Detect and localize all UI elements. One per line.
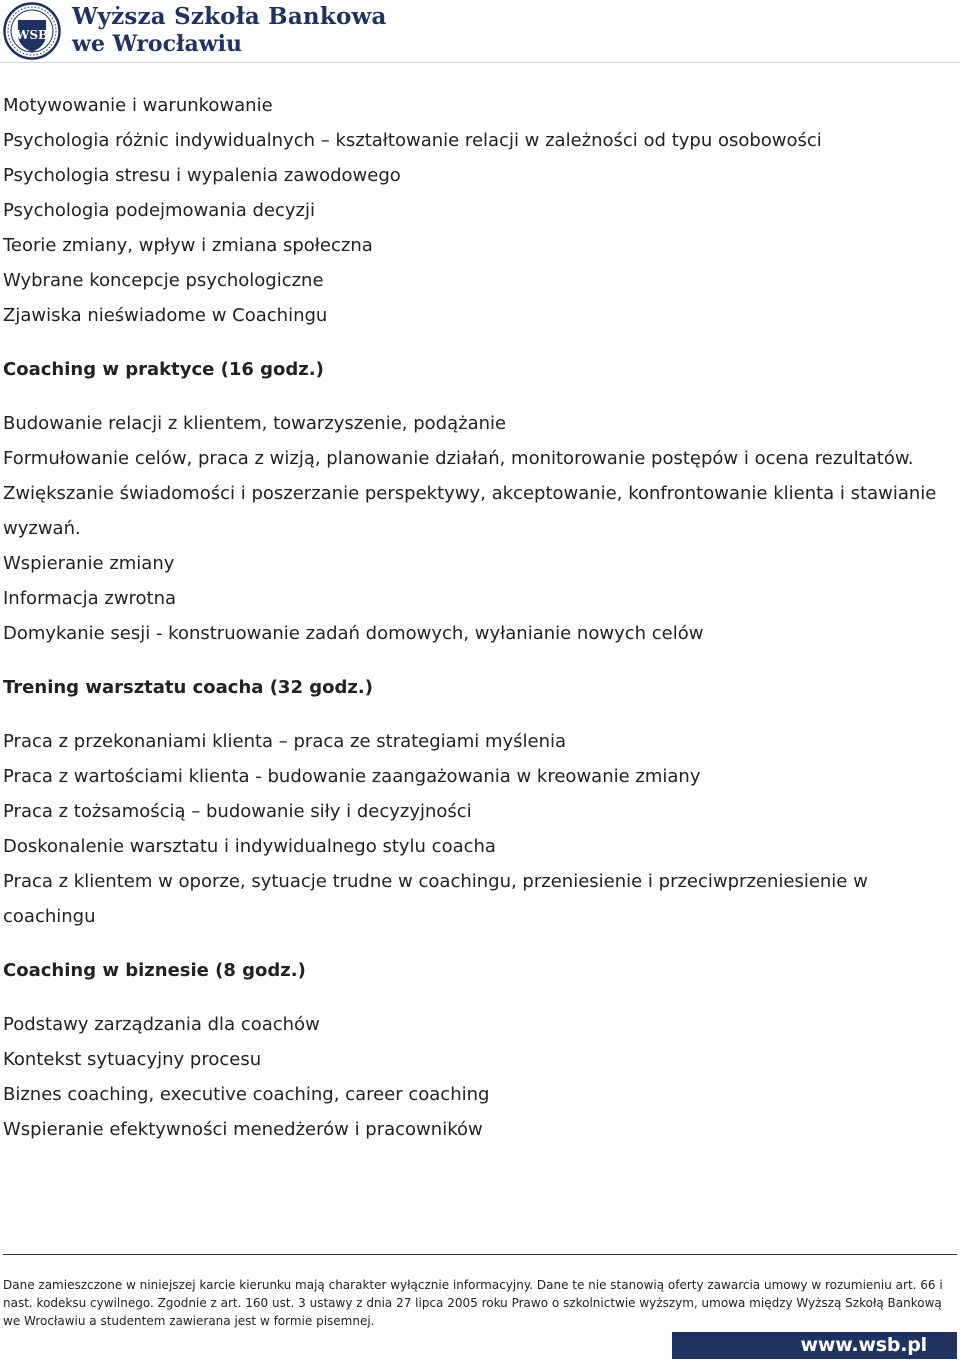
list-item: Praca z tożsamością – budowanie siły i decyzyjności [3, 801, 472, 822]
list-item: Informacja zwrotna [3, 588, 177, 609]
section-heading-coach-workshop: Trening warsztatu coacha (32 godz.) [3, 677, 373, 698]
list-item: Praca z wartościami klienta - budowanie zaangażowania w kreowanie zmiany [3, 766, 701, 787]
seal-lettering: WSB [15, 28, 49, 42]
list-item: Psychologia podejmowania decyzji [3, 200, 315, 221]
university-name-line1: Wyższa Szkoła Bankowa [72, 3, 387, 30]
list-item: Psychologia stresu i wypalenia zawodowego [3, 165, 401, 186]
footer-divider [3, 1254, 957, 1255]
section-coach-workshop-list [3, 724, 943, 934]
list-item: Praca z przekonaniami klienta – praca ze strategiami myślenia [3, 731, 567, 752]
list-item: Zwiększanie świadomości i poszerzanie perspektywy, akceptowanie, konfrontowanie klienta i stawianie wyzwań. [3, 483, 937, 539]
university-name-line2: we Wrocławiu [72, 31, 242, 57]
list-item: Wspieranie efektywności menedżerów i pracowników [3, 1119, 483, 1140]
university-seal-icon [3, 2, 61, 60]
section-heading-business-coaching: Coaching w biznesie (8 godz.) [3, 960, 306, 981]
list-item: Budowanie relacji z klientem, towarzyszenie, podążanie [3, 413, 507, 434]
curriculum-content [3, 88, 943, 1147]
list-item: Podstawy zarządzania dla coachów [3, 1014, 320, 1035]
intro-topic-list [3, 88, 943, 333]
list-item: Praca z klientem w oporze, sytuacje trudne w coachingu, przeniesienie i przeciwprzeniesienie w coachingu [3, 871, 868, 927]
list-item: Doskonalenie warsztatu i indywidualnego stylu coacha [3, 836, 496, 857]
section-coaching-practice-list [3, 406, 943, 651]
list-item: Teorie zmiany, wpływ i zmiana społeczna [3, 235, 373, 256]
university-name [72, 2, 387, 56]
section-business-coaching-list [3, 1007, 943, 1147]
website-banner [672, 1332, 957, 1359]
list-item: Wspieranie zmiany [3, 553, 175, 574]
section-heading-coaching-practice: Coaching w praktyce (16 godz.) [3, 359, 324, 380]
list-item: Formułowanie celów, praca z wizją, planowanie działań, monitorowanie postępów i ocena rezultatów. [3, 448, 914, 469]
header-divider [0, 62, 960, 63]
page-header [0, 0, 960, 62]
list-item: Kontekst sytuacyjny procesu [3, 1049, 262, 1070]
list-item: Domykanie sesji - konstruowanie zadań domowych, wyłanianie nowych celów [3, 623, 704, 644]
list-item: Motywowanie i warunkowanie [3, 95, 273, 116]
list-item: Psychologia różnic indywidualnych – kształtowanie relacji w zależności od typu osobowości [3, 130, 822, 151]
list-item: Biznes coaching, executive coaching, career coaching [3, 1084, 490, 1105]
list-item: Zjawiska nieświadome w Coachingu [3, 305, 328, 326]
legal-disclaimer: Dane zamieszczone w niniejszej karcie kierunku mają charakter wyłącznie informacyjny. Dane te nie stanowią oferty zawarcia umowy w rozumieniu art. 66 i nast. kodeksu cywilnego. Zgodnie z art. 160 ust. 3 ustawy z dnia 27 lipca 2005 roku Prawo o szkolnictwie wyższym, umowa między Wyższą Szkołą Bankową we Wrocławiu a studentem zawierana jest w formie pisemnej. [3, 1278, 943, 1328]
website-link[interactable]: www.wsb.pl [800, 1334, 927, 1356]
list-item: Wybrane koncepcje psychologiczne [3, 270, 324, 291]
